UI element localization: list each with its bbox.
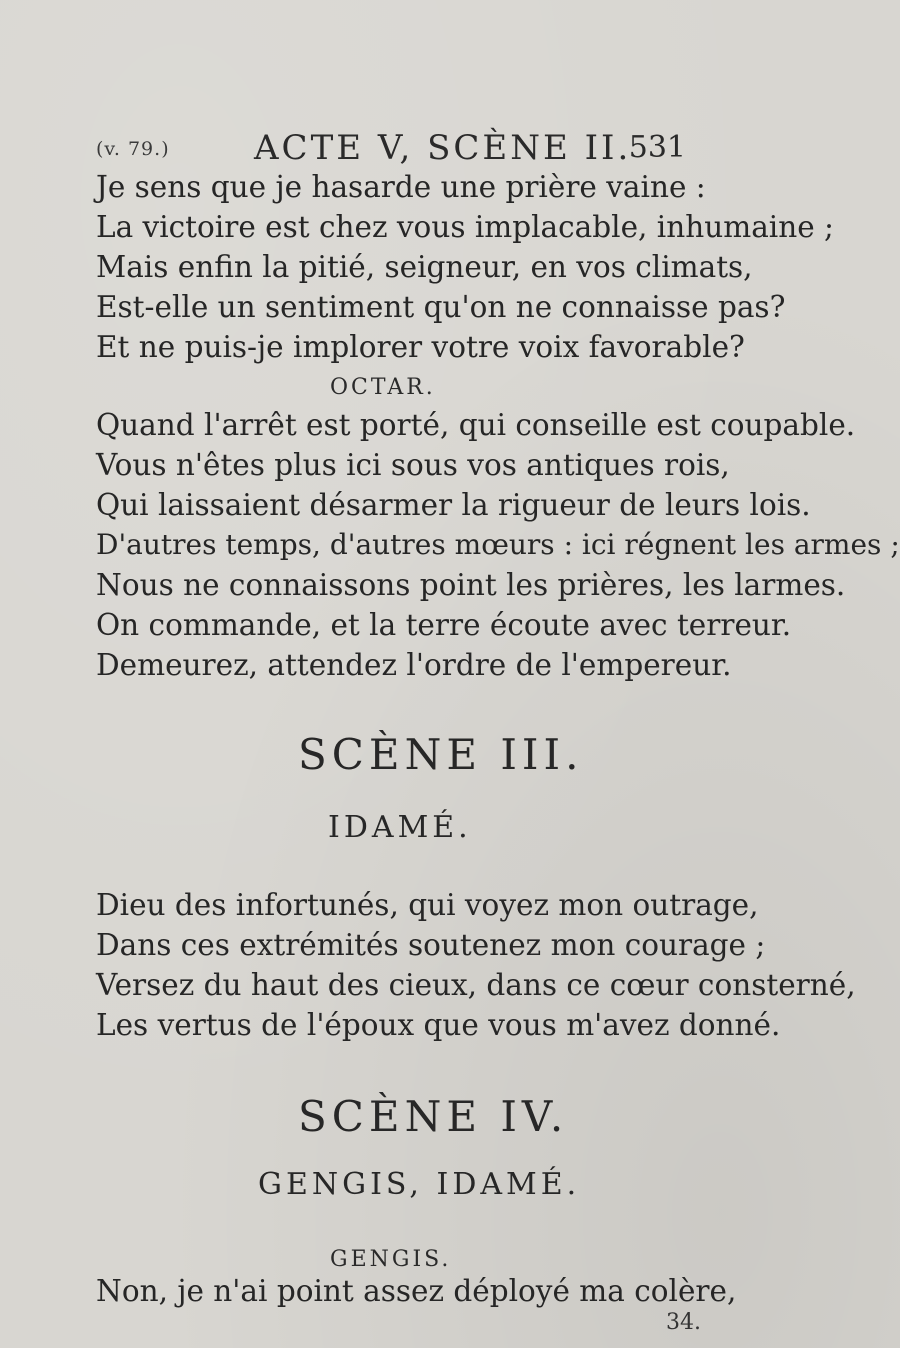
verse-line: La victoire est chez vous implacable, inhumaine ; xyxy=(96,210,834,244)
verse-line: Dans ces extrémités soutenez mon courage ; xyxy=(96,928,766,962)
scene-characters: GENGIS, IDAMÉ. xyxy=(258,1167,581,1202)
verse-line: Vous n'êtes plus ici sous vos antiques rois, xyxy=(96,448,730,482)
verse-line: Dieu des infortunés, qui voyez mon outrage, xyxy=(96,888,759,922)
scene-characters: IDAMÉ. xyxy=(328,810,472,845)
verse-line: D'autres temps, d'autres mœurs : ici régnent les armes ; xyxy=(96,528,900,561)
verse-line: Je sens que je hasarde une prière vaine : xyxy=(96,170,706,204)
verse-line: Mais enfin la pitié, seigneur, en vos climats, xyxy=(96,250,753,284)
verse-line: Versez du haut des cieux, dans ce cœur consterné, xyxy=(96,968,856,1002)
speaker-name: GENGIS. xyxy=(330,1247,452,1272)
running-head-title: ACTE V, SCÈNE II. xyxy=(254,128,632,168)
scene-title: SCÈNE III. xyxy=(298,730,584,779)
verse-line: Est-elle un sentiment qu'on ne connaisse pas? xyxy=(96,290,786,324)
verse-reference: (v. 79.) xyxy=(96,138,170,160)
verse-line: On commande, et la terre écoute avec terreur. xyxy=(96,608,792,642)
verse-line: Et ne puis-je implorer votre voix favorable? xyxy=(96,330,745,364)
signature-mark: 34. xyxy=(666,1310,701,1335)
verse-line: Les vertus de l'époux que vous m'avez donné. xyxy=(96,1008,781,1042)
verse-line: Non, je n'ai point assez déployé ma colère, xyxy=(96,1274,737,1308)
running-head xyxy=(96,128,686,168)
verse-line: Qui laissaient désarmer la rigueur de leurs lois. xyxy=(96,488,811,522)
verse-line: Quand l'arrêt est porté, qui conseille est coupable. xyxy=(96,408,856,442)
scene-title: SCÈNE IV. xyxy=(298,1092,569,1141)
page-number: 531 xyxy=(628,130,686,165)
verse-line: Demeurez, attendez l'ordre de l'empereur. xyxy=(96,648,732,682)
speaker-name: OCTAR. xyxy=(330,375,436,400)
verse-line: Nous ne connaissons point les prières, les larmes. xyxy=(96,568,846,602)
